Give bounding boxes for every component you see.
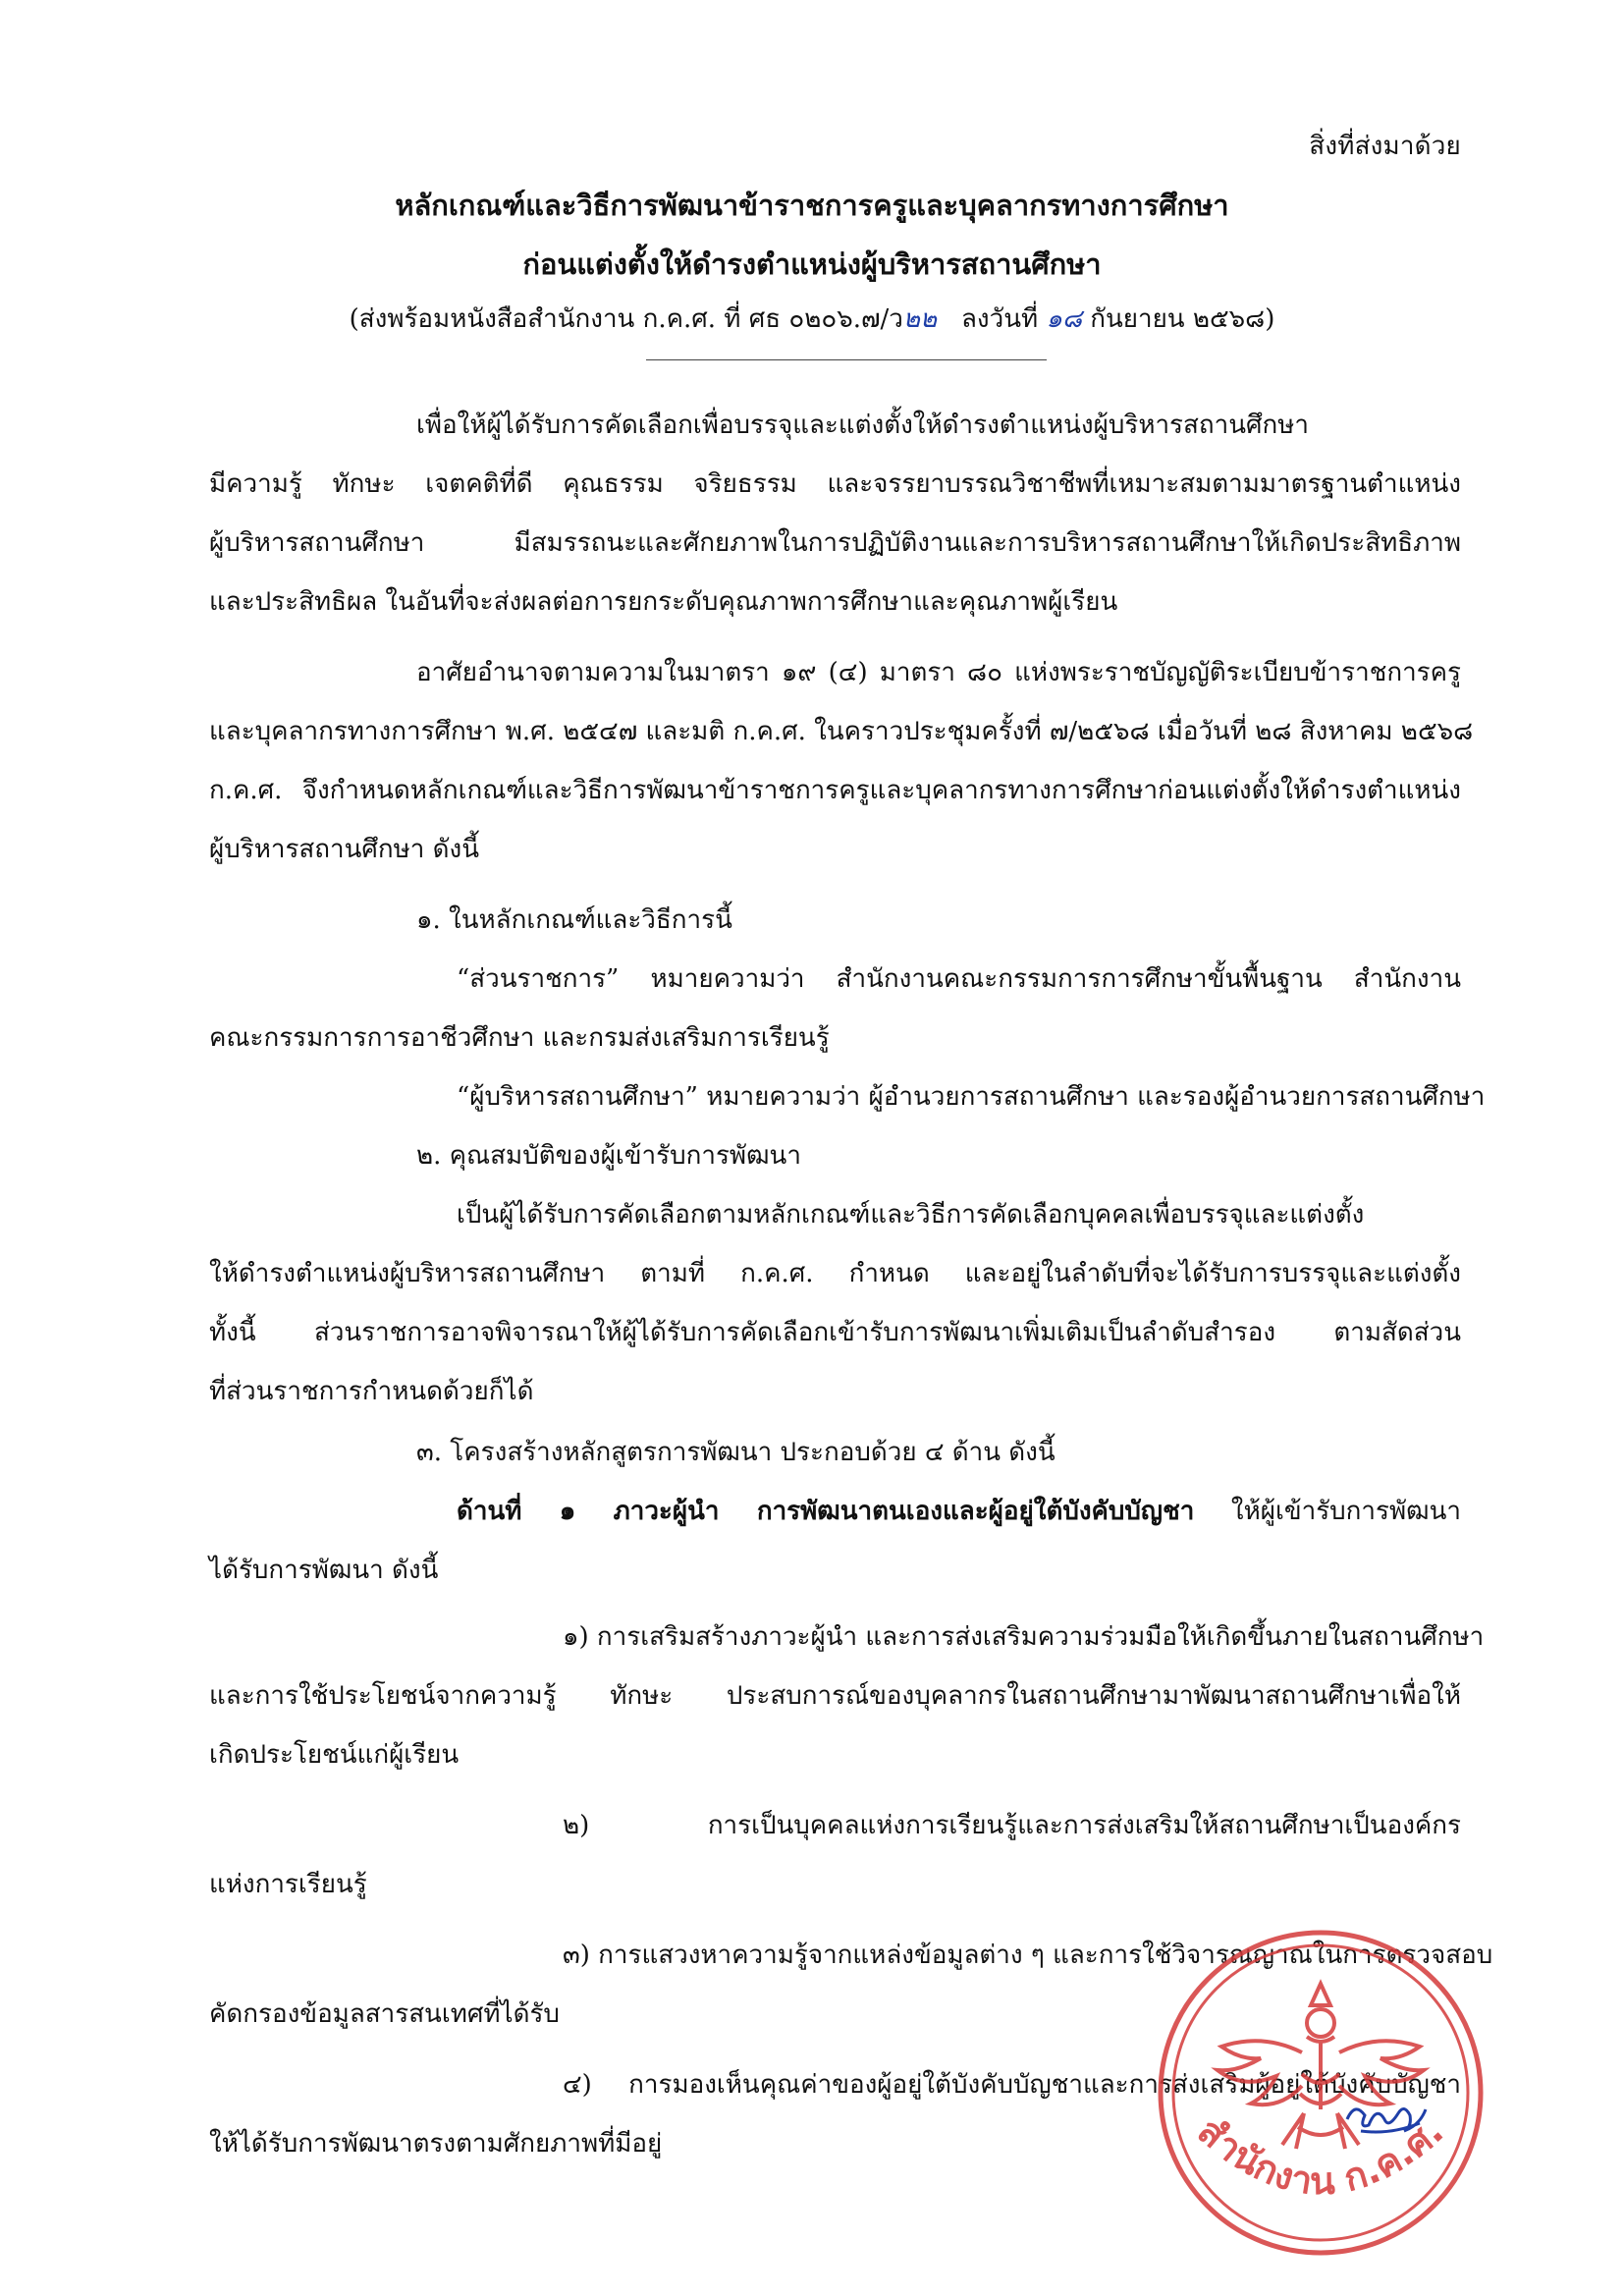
paragraph-line: ให้ดำรงตำแหน่งผู้บริหารสถานศึกษา ตามที่ ก.ค.ศ. กำหนด และอยู่ในลำดับที่จะได้รับการบรรจุและแต่งตั้ง (209, 1259, 1461, 1288)
list-item-line: และการใช้ประโยชน์จากความรู้ ทักษะ ประสบการณ์ของบุคลากรในสถานศึกษามาพัฒนาสถานศึกษาเพื่อให้ (209, 1681, 1461, 1711)
area-heading-line (457, 1495, 1461, 1528)
list-item-line: ๒) การเป็นบุคคลแห่งการเรียนรู้และการส่งเสริมให้สถานศึกษาเป็นองค์กร (563, 1811, 1461, 1840)
paragraph-line: ผู้บริหารสถานศึกษา ดังนี้ (209, 835, 479, 864)
paragraph-line: และบุคลากรทางการศึกษา พ.ศ. ๒๕๔๗ และมติ ก.ค.ศ. ในคราวประชุมครั้งที่ ๗/๒๕๖๘ เมื่อวันที่ ๒๘ สิงหาคม ๒๕๖๘ (209, 717, 1474, 746)
list-item-line: คัดกรองข้อมูลสารสนเทศที่ได้รับ (209, 1999, 560, 2029)
handwritten-letter-number: ๒๒ (902, 304, 938, 334)
paragraph-line: ก.ค.ศ. จึงกำหนดหลักเกณฑ์และวิธีการพัฒนาข้าราชการครูและบุคลากรทางการศึกษาก่อนแต่งตั้งให้ดำรงตำแหน่ง (209, 776, 1461, 805)
paragraph-line: อาศัยอำนาจตามความในมาตรา ๑๙ (๔) มาตรา ๘๐ แห่งพระราชบัญญัติระเบียบข้าราชการครู (416, 658, 1461, 687)
list-item-line: ให้ได้รับการพัฒนาตรงตามศักยภาพที่มีอยู่ (209, 2129, 663, 2159)
document-reference (0, 299, 1624, 339)
paragraph-line: เพื่อให้ผู้ได้รับการคัดเลือกเพื่อบรรจุและแต่งตั้งให้ดำรงตำแหน่งผู้บริหารสถานศึกษา (416, 410, 1309, 440)
paragraph-line: มีความรู้ ทักษะ เจตคติที่ดี คุณธรรม จริยธรรม และจรรยาบรรณวิชาชีพที่เหมาะสมตามมาตรฐานตำแหน่ง (209, 469, 1461, 499)
paragraph-line: และประสิทธิผล ในอันที่จะส่งผลต่อการยกระดับคุณภาพการศึกษาและคุณภาพผู้เรียน (209, 587, 1118, 617)
definition-line: “ส่วนราชการ” หมายความว่า สำนักงานคณะกรรมการการศึกษาขั้นพื้นฐาน สำนักงาน (457, 964, 1461, 994)
list-item-line: เกิดประโยชน์แก่ผู้เรียน (209, 1740, 460, 1770)
reference-date-label: ลงวันที่ (960, 304, 1039, 334)
list-item-line: ๑) การเสริมสร้างภาวะผู้นำ และการส่งเสริมความร่วมมือให้เกิดขึ้นภายในสถานศึกษา (563, 1622, 1485, 1652)
official-seal-stamp (1155, 1927, 1487, 2259)
section-heading: ๒. คุณสมบัติของผู้เข้ารับการพัฒนา (416, 1141, 801, 1171)
enclosure-note: สิ่งที่ส่งมาด้วย (1309, 132, 1461, 161)
handwritten-letter-day: ๑๘ (1046, 304, 1082, 334)
seal-text: สำนักงาน ก.ค.ศ. (1189, 2108, 1452, 2204)
area-heading-rest: ให้ผู้เข้ารับการพัฒนา (1194, 1497, 1461, 1526)
section-heading: ๓. โครงสร้างหลักสูตรการพัฒนา ประกอบด้วย ๔ ด้าน ดังนี้ (416, 1438, 1056, 1467)
reference-prefix: (ส่งพร้อมหนังสือสำนักงาน ก.ค.ศ. ที่ ศธ ๐๒๐๖.๗/ว (349, 304, 903, 334)
definition-line: “ผู้บริหารสถานศึกษา” หมายความว่า ผู้อำนวยการสถานศึกษา และรองผู้อำนวยการสถานศึกษา (457, 1082, 1486, 1112)
list-item-line: ๓) การแสวงหาความรู้จากแหล่งข้อมูลต่าง ๆ และการใช้วิจารณญาณในการตรวจสอบ (563, 1941, 1493, 1970)
list-item-line: แห่งการเรียนรู้ (209, 1870, 367, 1899)
list-item-line: ๔) การมองเห็นคุณค่าของผู้อยู่ใต้บังคับบัญชาและการส่งเสริมผู้อยู่ใต้บังคับบัญชา (563, 2070, 1461, 2100)
paragraph-line: ที่ส่วนราชการกำหนดด้วยก็ได้ (209, 1377, 534, 1406)
garuda-emblem-icon (1218, 1984, 1424, 2149)
definition-line: คณะกรรมการการอาชีวศึกษา และกรมส่งเสริมการเรียนรู้ (209, 1023, 830, 1053)
paragraph-line: เป็นผู้ได้รับการคัดเลือกตามหลักเกณฑ์และวิธีการคัดเลือกบุคคลเพื่อบรรจุและแต่งตั้ง (457, 1200, 1365, 1230)
document-title-line2: ก่อนแต่งตั้งให้ดำรงตำแหน่งผู้บริหารสถานศึกษา (522, 247, 1102, 281)
reference-suffix: กันยายน ๒๕๖๘) (1090, 304, 1275, 334)
area-heading-bold: ด้านที่ ๑ ภาวะผู้นำ การพัฒนาตนเองและผู้อยู่ใต้บังคับบัญชา (457, 1497, 1195, 1526)
paragraph-line: ได้รับการพัฒนา ดังนี้ (209, 1556, 439, 1585)
title-divider (646, 359, 1047, 360)
paragraph-line: ทั้งนี้ ส่วนราชการอาจพิจารณาให้ผู้ได้รับการคัดเลือกเข้ารับการพัฒนาเพิ่มเติมเป็นลำดับสำรอง ตามสัดส่วน (209, 1318, 1461, 1347)
section-heading: ๑. ในหลักเกณฑ์และวิธีการนี้ (416, 905, 732, 935)
paragraph-line: ผู้บริหารสถานศึกษา มีสมรรถนะและศักยภาพในการปฏิบัติงานและการบริหารสถานศึกษาให้เกิดประสิทธิภาพ (209, 528, 1461, 558)
document-title-line1: หลักเกณฑ์และวิธีการพัฒนาข้าราชการครูและบุคลากรทางการศึกษา (395, 189, 1229, 222)
svg-text:สำนักงาน ก.ค.ศ. (1189, 2108, 1451, 2203)
